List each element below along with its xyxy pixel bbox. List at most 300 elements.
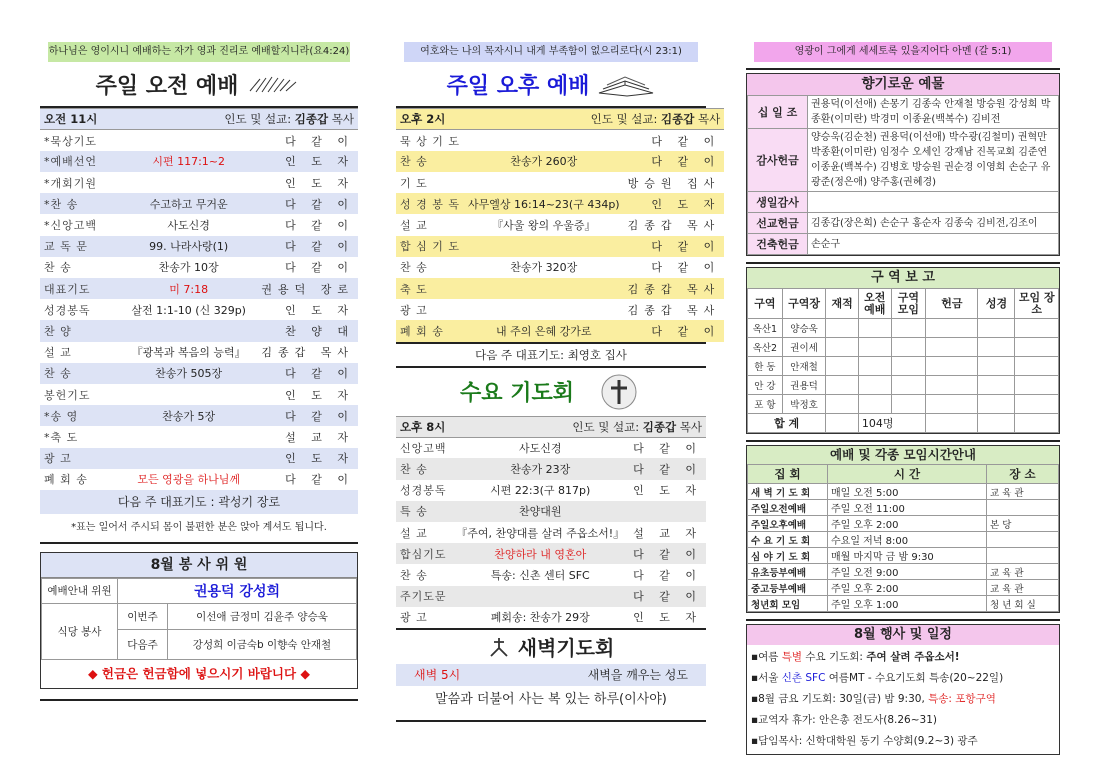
order-leader: 다 같 이 bbox=[257, 193, 358, 214]
schedule-col-header: 집 회 bbox=[748, 465, 828, 484]
order-leader: 설 교 자 bbox=[633, 526, 702, 540]
district-cell bbox=[926, 319, 978, 338]
hands-icon bbox=[246, 73, 302, 95]
order-detail: 살전 1:1-10 (신 329p) bbox=[131, 303, 246, 317]
order-header bbox=[396, 109, 724, 130]
order-row bbox=[396, 586, 706, 607]
schedule-event: 중고등부예배 bbox=[748, 580, 828, 596]
order-row bbox=[396, 564, 706, 585]
next-prayer: 다음 주 대표기도: 최영호 집사 bbox=[475, 347, 627, 362]
leader-label: 인도 및 설교: bbox=[590, 112, 662, 127]
meal-week-names: 이선애 금정미 김윤주 양승욱 bbox=[168, 603, 357, 629]
offering-type: 십 일 조 bbox=[748, 96, 808, 129]
verse-banner: 영광이 그에게 세세토록 있을지어다 아멘 (갈 5:1) bbox=[754, 42, 1052, 62]
dawn-title-row bbox=[396, 630, 706, 664]
order-row bbox=[396, 193, 724, 214]
order-label: 찬 송 bbox=[44, 261, 72, 275]
dawn-time: 새벽 5시 bbox=[414, 668, 461, 683]
schedule-time: 주일 오전 11:00 bbox=[828, 500, 987, 516]
order-detail: 『주여, 찬양대를 살려 주옵소서!』 bbox=[456, 526, 625, 540]
district-col-header: 성경 bbox=[978, 289, 1015, 319]
offering-row bbox=[748, 192, 1059, 213]
order-row bbox=[40, 172, 358, 193]
district-cell bbox=[926, 338, 978, 357]
dawn-tagline: 새벽을 깨우는 성도 bbox=[587, 668, 688, 683]
offering-note: ◆ 헌금은 헌금함에 넣으시기 바랍니다 ◆ bbox=[87, 665, 311, 681]
title-row bbox=[40, 62, 358, 106]
offering-names: 김종갑(장은희) 손순구 홍순자 김종숙 김비전,김조이 bbox=[808, 213, 1059, 234]
order-label: 찬 송 bbox=[400, 568, 428, 582]
order-label: 광 고 bbox=[400, 611, 428, 625]
order-detail: 수고하고 무거운 bbox=[120, 193, 257, 214]
order-leader: 김종갑 목사 bbox=[627, 303, 721, 317]
bible-icon bbox=[597, 71, 655, 97]
district-leader: 권이세 bbox=[782, 338, 825, 357]
district-row bbox=[748, 338, 1059, 357]
order-row bbox=[396, 130, 724, 151]
schedule-row bbox=[748, 580, 1059, 596]
events-box bbox=[746, 624, 1060, 755]
schedule-time: 매월 마지막 금 밤 9:30 bbox=[828, 548, 987, 564]
order-leader: 다 같 이 bbox=[633, 442, 702, 456]
order-leader: 다 같 이 bbox=[285, 261, 354, 275]
leader-title: 목사 bbox=[328, 112, 354, 127]
event-highlight: 신촌 SFC bbox=[781, 672, 826, 684]
wed-header bbox=[396, 416, 706, 437]
district-header bbox=[748, 289, 1059, 319]
order-row bbox=[40, 214, 358, 235]
district-cell bbox=[858, 395, 891, 414]
events-title: 8월 행사 및 일정 bbox=[747, 625, 1059, 645]
standing-note: *표는 일어서 주시되 몸이 불편한 분은 앉아 계셔도 됩니다. bbox=[71, 521, 327, 533]
district-cell bbox=[1015, 376, 1059, 395]
schedule-row bbox=[748, 564, 1059, 580]
order-detail: 사무엘상 16:14~23(구 434p) bbox=[464, 193, 624, 214]
order-detail: 사도신경 bbox=[518, 442, 562, 456]
order-leader: 다 같 이 bbox=[624, 236, 725, 257]
order-label: 교 독 문 bbox=[40, 236, 120, 257]
district-name: 옥산1 bbox=[748, 319, 783, 338]
total-value: 104명 bbox=[858, 414, 925, 433]
guide-names: 권용덕 강성희 bbox=[118, 578, 357, 603]
offering-names bbox=[808, 192, 1059, 213]
order-leader: 다 같 이 bbox=[628, 458, 706, 479]
offerings-title: 향기로운 예물 bbox=[747, 74, 1059, 95]
offering-row bbox=[748, 96, 1059, 129]
district-name: 한 동 bbox=[748, 357, 783, 376]
schedule-event: 심 야 기 도 회 bbox=[748, 548, 828, 564]
order-leader: 방승원 집사 bbox=[627, 176, 721, 190]
district-row bbox=[748, 395, 1059, 414]
schedule-event: 수 요 기 도 회 bbox=[748, 532, 828, 548]
order-leader: 다 같 이 bbox=[651, 261, 721, 275]
event-highlight: 특송: 포항구역 bbox=[928, 693, 996, 705]
offering-names: 권용덕(이선애) 손몽기 김종숙 안재철 방승원 강성희 박종환(이미란) 박경미 이종윤(백복수) 김비전 bbox=[808, 96, 1059, 129]
order-leader: 인 도 자 bbox=[257, 151, 358, 172]
order-detail bbox=[464, 278, 624, 299]
order-leader: 다 같 이 bbox=[628, 543, 706, 564]
order-label: 특 송 bbox=[396, 501, 452, 522]
order-label: 설 교 bbox=[400, 219, 428, 233]
schedule-place bbox=[987, 548, 1059, 564]
order-detail bbox=[464, 172, 624, 193]
order-detail bbox=[120, 320, 257, 341]
order-label: 축 도 bbox=[396, 278, 464, 299]
order-leader: 김종갑 목사 bbox=[627, 219, 721, 233]
order-row bbox=[40, 469, 358, 490]
schedule-place: 교 육 관 bbox=[987, 484, 1059, 500]
district-row bbox=[748, 357, 1059, 376]
order-row bbox=[40, 342, 358, 363]
order-label: 설 교 bbox=[44, 346, 72, 360]
order-leader: 찬 양 대 bbox=[257, 320, 358, 341]
leader-name: 김종갑 bbox=[661, 112, 695, 127]
order-row bbox=[396, 172, 724, 193]
district-cell bbox=[926, 414, 978, 433]
order-label: 합 심 기 도 bbox=[396, 236, 464, 257]
order-label: 찬 송 bbox=[400, 261, 428, 275]
order-detail: 찬송가 505장 bbox=[120, 363, 257, 384]
offering-names: 양승욱(김순천) 권용덕(이선애) 박수광(김철미) 권혁만 박종환(이미란) 임정수 오세인 강재남 진목교회 김준연 이종윤(백복수) 김병호 방승원 권순경 이영희 손순구 유광준(정은애) 양주홍(권혜경) bbox=[808, 129, 1059, 192]
order-label: *예배선언 bbox=[40, 151, 120, 172]
dawn-title: 새벽기도회 bbox=[517, 636, 615, 661]
wed-leader-title: 목사 bbox=[676, 419, 702, 434]
schedule-time: 주일 오후 2:00 bbox=[828, 516, 987, 532]
district-cell bbox=[826, 395, 859, 414]
schedule-row bbox=[748, 500, 1059, 516]
order-row bbox=[396, 320, 724, 341]
schedule-header bbox=[748, 465, 1059, 484]
order-leader: 다 같 이 bbox=[257, 363, 358, 384]
order-leader bbox=[628, 501, 706, 522]
offering-type: 건축헌금 bbox=[748, 234, 808, 255]
event-highlight: 특별 bbox=[781, 651, 803, 663]
district-cell bbox=[826, 376, 859, 395]
wednesday-order-table bbox=[396, 416, 706, 628]
district-cell bbox=[1015, 319, 1059, 338]
schedule-time: 주일 오후 1:00 bbox=[828, 596, 987, 612]
morning-order-table bbox=[40, 108, 358, 490]
order-detail: 『광복과 복음의 능력』 bbox=[131, 346, 246, 360]
order-row bbox=[40, 320, 358, 341]
order-leader: 인 도 자 bbox=[257, 448, 358, 469]
order-row bbox=[396, 278, 724, 299]
order-leader: 다 같 이 bbox=[633, 568, 702, 582]
schedule-title: 예배 및 각종 모임시간안내 bbox=[747, 446, 1059, 464]
service-committee bbox=[40, 552, 358, 689]
order-leader: 다 같 이 bbox=[285, 134, 354, 148]
order-label: 찬 양 bbox=[40, 320, 120, 341]
schedule-event: 주일오후예배 bbox=[748, 516, 828, 532]
district-leader: 안재철 bbox=[782, 357, 825, 376]
order-detail: 폐회송: 찬송가 29장 bbox=[490, 611, 590, 625]
order-detail: 『사울 왕의 우울증』 bbox=[492, 219, 596, 233]
district-row bbox=[748, 376, 1059, 395]
order-header bbox=[40, 109, 358, 130]
order-leader: 다 같 이 bbox=[651, 134, 721, 148]
event-text: ▪서울 bbox=[751, 672, 782, 684]
offering-type: 선교헌금 bbox=[748, 213, 808, 234]
page-title: 주일 오후 예배 bbox=[446, 73, 590, 99]
district-cell bbox=[978, 395, 1015, 414]
order-detail bbox=[120, 384, 257, 405]
leader-name: 김종갑 bbox=[294, 112, 329, 127]
schedule-place: 교 육 관 bbox=[987, 564, 1059, 580]
order-row bbox=[40, 384, 358, 405]
wed-time: 오후 8시 bbox=[396, 416, 452, 437]
offering-row bbox=[748, 213, 1059, 234]
district-name: 옥산2 bbox=[748, 338, 783, 357]
order-leader: 다 같 이 bbox=[285, 473, 354, 487]
order-row bbox=[396, 480, 706, 501]
order-detail: 시편 117:1~2 bbox=[120, 151, 257, 172]
order-leader: 설 교 자 bbox=[285, 430, 354, 444]
order-label: 기 도 bbox=[400, 176, 428, 190]
schedule-row bbox=[748, 596, 1059, 612]
district-leader: 양승욱 bbox=[782, 319, 825, 338]
schedule-event: 새 벽 기 도 회 bbox=[748, 484, 828, 500]
schedule-row bbox=[748, 484, 1059, 500]
schedule-box bbox=[746, 445, 1060, 613]
district-cell bbox=[891, 338, 926, 357]
order-detail bbox=[120, 448, 257, 469]
order-detail: 사도신경 bbox=[167, 219, 210, 233]
district-cell bbox=[858, 376, 891, 395]
order-row bbox=[396, 437, 706, 458]
schedule-place bbox=[987, 532, 1059, 548]
order-label: *신앙고백 bbox=[44, 219, 98, 233]
schedule-event: 주일오전예배 bbox=[748, 500, 828, 516]
schedule-col-header: 시 간 bbox=[828, 465, 987, 484]
district-leader: 권용덕 bbox=[782, 376, 825, 395]
prayer-cross-icon bbox=[596, 372, 642, 412]
order-leader: 다 같 이 bbox=[285, 219, 354, 233]
order-row bbox=[396, 299, 724, 320]
leader-label: 인도 및 설교: bbox=[224, 112, 295, 127]
committee-title: 8월 봉 사 위 원 bbox=[41, 553, 357, 578]
order-row bbox=[396, 501, 706, 522]
district-cell bbox=[891, 319, 926, 338]
district-col-header: 구역 모임 bbox=[891, 289, 926, 319]
order-label: *축 도 bbox=[44, 430, 79, 444]
order-leader: 다 같 이 bbox=[257, 236, 358, 257]
order-leader: 권용덕 장로 bbox=[257, 278, 358, 299]
order-row bbox=[396, 543, 706, 564]
cross-icon bbox=[488, 636, 510, 658]
order-label: 합심기도 bbox=[396, 543, 452, 564]
order-row bbox=[396, 607, 706, 628]
district-cell bbox=[826, 414, 859, 433]
order-label: 신앙고백 bbox=[400, 442, 447, 456]
order-row bbox=[40, 193, 358, 214]
order-label: 광 고 bbox=[40, 448, 120, 469]
order-row bbox=[40, 278, 358, 299]
district-col-header: 구역장 bbox=[782, 289, 825, 319]
order-label: 대표기도 bbox=[40, 278, 120, 299]
total-label: 합 계 bbox=[748, 414, 826, 433]
order-leader: 다 같 이 bbox=[624, 151, 725, 172]
district-cell bbox=[891, 395, 926, 414]
order-detail bbox=[464, 236, 624, 257]
order-label: 성경봉독 bbox=[44, 303, 91, 317]
district-cell bbox=[926, 376, 978, 395]
schedule-time: 주일 오전 9:00 bbox=[828, 564, 987, 580]
district-col-header: 헌금 bbox=[926, 289, 978, 319]
district-cell bbox=[826, 338, 859, 357]
order-detail: 모든 영광을 하나님께 bbox=[137, 473, 240, 487]
district-col-header: 오전 예배 bbox=[858, 289, 891, 319]
order-leader: 인 도 자 bbox=[633, 484, 702, 498]
order-row bbox=[40, 236, 358, 257]
order-detail: 찬송가 23장 bbox=[452, 458, 628, 479]
next-prayer: 다음 주 대표기도 : 곽성기 장로 bbox=[40, 490, 358, 514]
leader-title: 목사 bbox=[694, 112, 721, 127]
guide-label: 예배안내 위원 bbox=[42, 578, 118, 603]
district-cell bbox=[926, 357, 978, 376]
order-detail: 미 7:18 bbox=[120, 278, 257, 299]
order-row bbox=[396, 458, 706, 479]
offering-row bbox=[748, 129, 1059, 192]
order-leader: 다 같 이 bbox=[624, 320, 725, 341]
wed-leader-label: 인도 및 설교: bbox=[572, 419, 643, 434]
order-row bbox=[396, 522, 706, 543]
order-row bbox=[396, 257, 724, 278]
order-label: 봉헌기도 bbox=[44, 388, 91, 402]
order-row bbox=[396, 151, 724, 172]
order-detail bbox=[120, 130, 257, 151]
order-leader: 인 도 자 bbox=[633, 611, 702, 625]
order-label: *개회기원 bbox=[44, 176, 98, 190]
district-col-header: 구역 bbox=[748, 289, 783, 319]
dawn-row bbox=[396, 664, 706, 686]
event-item bbox=[751, 731, 1055, 752]
column-info bbox=[746, 42, 1060, 755]
event-item bbox=[751, 668, 1055, 689]
service-time: 오후 2시 bbox=[396, 109, 464, 130]
order-row bbox=[40, 405, 358, 426]
order-leader: 인 도 자 bbox=[285, 303, 354, 317]
order-detail: 99. 나라사랑(1) bbox=[120, 236, 257, 257]
district-cell bbox=[978, 338, 1015, 357]
district-cell bbox=[1015, 357, 1059, 376]
district-name: 안 강 bbox=[748, 376, 783, 395]
afternoon-order-table bbox=[396, 108, 724, 342]
order-row bbox=[40, 363, 358, 384]
page-title: 주일 오전 예배 bbox=[95, 73, 239, 99]
order-label: 주기도문 bbox=[396, 586, 452, 607]
order-detail: 특송: 신촌 센터 SFC bbox=[490, 568, 590, 582]
district-col-header: 재적 bbox=[826, 289, 859, 319]
event-text: ▪여름 bbox=[751, 651, 782, 663]
order-label: 찬 송 bbox=[396, 151, 464, 172]
order-leader: 인 도 자 bbox=[624, 193, 725, 214]
district-leader: 박정호 bbox=[782, 395, 825, 414]
order-label: 설 교 bbox=[400, 526, 428, 540]
order-detail: 시편 22:3(구 817p) bbox=[490, 484, 591, 498]
verse-banner: 여호와는 나의 목자시니 내게 부족함이 없으리로다(시 23:1) bbox=[404, 42, 698, 62]
order-label: 폐 회 송 bbox=[396, 320, 464, 341]
district-box bbox=[746, 267, 1060, 434]
service-time: 오전 11시 bbox=[40, 109, 120, 130]
order-detail bbox=[464, 299, 624, 320]
order-label: *찬 송 bbox=[40, 193, 120, 214]
order-detail: 찬송가 10장 bbox=[158, 261, 219, 275]
order-label: *송 영 bbox=[40, 405, 120, 426]
order-row bbox=[40, 130, 358, 151]
event-text: ▪8월 금요 기도회: 30일(금) 밤 9:30, bbox=[751, 693, 929, 705]
order-label: 성 경 봉 독 bbox=[396, 193, 464, 214]
order-row bbox=[396, 214, 724, 235]
district-total bbox=[748, 414, 1059, 433]
district-col-header: 모임 장소 bbox=[1015, 289, 1059, 319]
schedule-col-header: 장 소 bbox=[987, 465, 1059, 484]
schedule-row bbox=[748, 548, 1059, 564]
order-detail: 찬양대원 bbox=[452, 501, 628, 522]
order-detail bbox=[120, 172, 257, 193]
district-row bbox=[748, 319, 1059, 338]
wed-leader-name: 김종갑 bbox=[642, 419, 677, 434]
event-bold: 주여 살려 주옵소서! bbox=[866, 651, 960, 663]
event-item bbox=[751, 710, 1055, 731]
schedule-time: 매일 오전 5:00 bbox=[828, 484, 987, 500]
dawn-motto: 말씀과 더불어 사는 복 있는 하루(이사야) bbox=[435, 691, 667, 707]
order-row bbox=[40, 151, 358, 172]
meal-label: 식당 봉사 bbox=[42, 603, 118, 659]
district-cell bbox=[1015, 414, 1059, 433]
schedule-place bbox=[987, 500, 1059, 516]
district-cell bbox=[858, 338, 891, 357]
order-leader: 다 같 이 bbox=[628, 586, 706, 607]
meal-next-names: 강성희 이금숙b 이향숙 안재철 bbox=[168, 629, 357, 659]
offering-type: 생일감사 bbox=[748, 192, 808, 213]
title-row bbox=[396, 62, 706, 106]
district-cell bbox=[1015, 338, 1059, 357]
district-title: 구 역 보 고 bbox=[747, 268, 1059, 288]
district-cell bbox=[826, 319, 859, 338]
order-row bbox=[40, 299, 358, 320]
district-cell bbox=[978, 376, 1015, 395]
district-cell bbox=[978, 414, 1015, 433]
order-detail: 찬송가 5장 bbox=[120, 405, 257, 426]
order-label: 찬 송 bbox=[40, 363, 120, 384]
order-label: 성경봉독 bbox=[400, 484, 447, 498]
district-cell bbox=[858, 319, 891, 338]
schedule-time: 수요일 저녁 8:00 bbox=[828, 532, 987, 548]
district-cell bbox=[978, 319, 1015, 338]
meal-next-label: 다음주 bbox=[118, 629, 168, 659]
order-label: 찬 송 bbox=[396, 458, 452, 479]
meal-week-label: 이번주 bbox=[118, 603, 168, 629]
order-row bbox=[40, 426, 358, 447]
schedule-time: 주일 오후 2:00 bbox=[828, 580, 987, 596]
order-row bbox=[40, 257, 358, 278]
column-morning bbox=[40, 42, 358, 701]
order-detail bbox=[452, 586, 628, 607]
order-row bbox=[396, 236, 724, 257]
district-cell bbox=[891, 357, 926, 376]
order-label: *묵상기도 bbox=[44, 134, 98, 148]
schedule-row bbox=[748, 516, 1059, 532]
order-detail bbox=[464, 130, 624, 151]
order-leader: 인 도 자 bbox=[285, 388, 354, 402]
order-leader: 김종갑 목사 bbox=[261, 346, 354, 360]
district-cell bbox=[891, 376, 926, 395]
column-afternoon bbox=[396, 42, 721, 722]
order-row bbox=[40, 448, 358, 469]
order-leader: 다 같 이 bbox=[257, 405, 358, 426]
order-label: 묵 상 기 도 bbox=[400, 134, 460, 148]
offering-row bbox=[748, 234, 1059, 255]
